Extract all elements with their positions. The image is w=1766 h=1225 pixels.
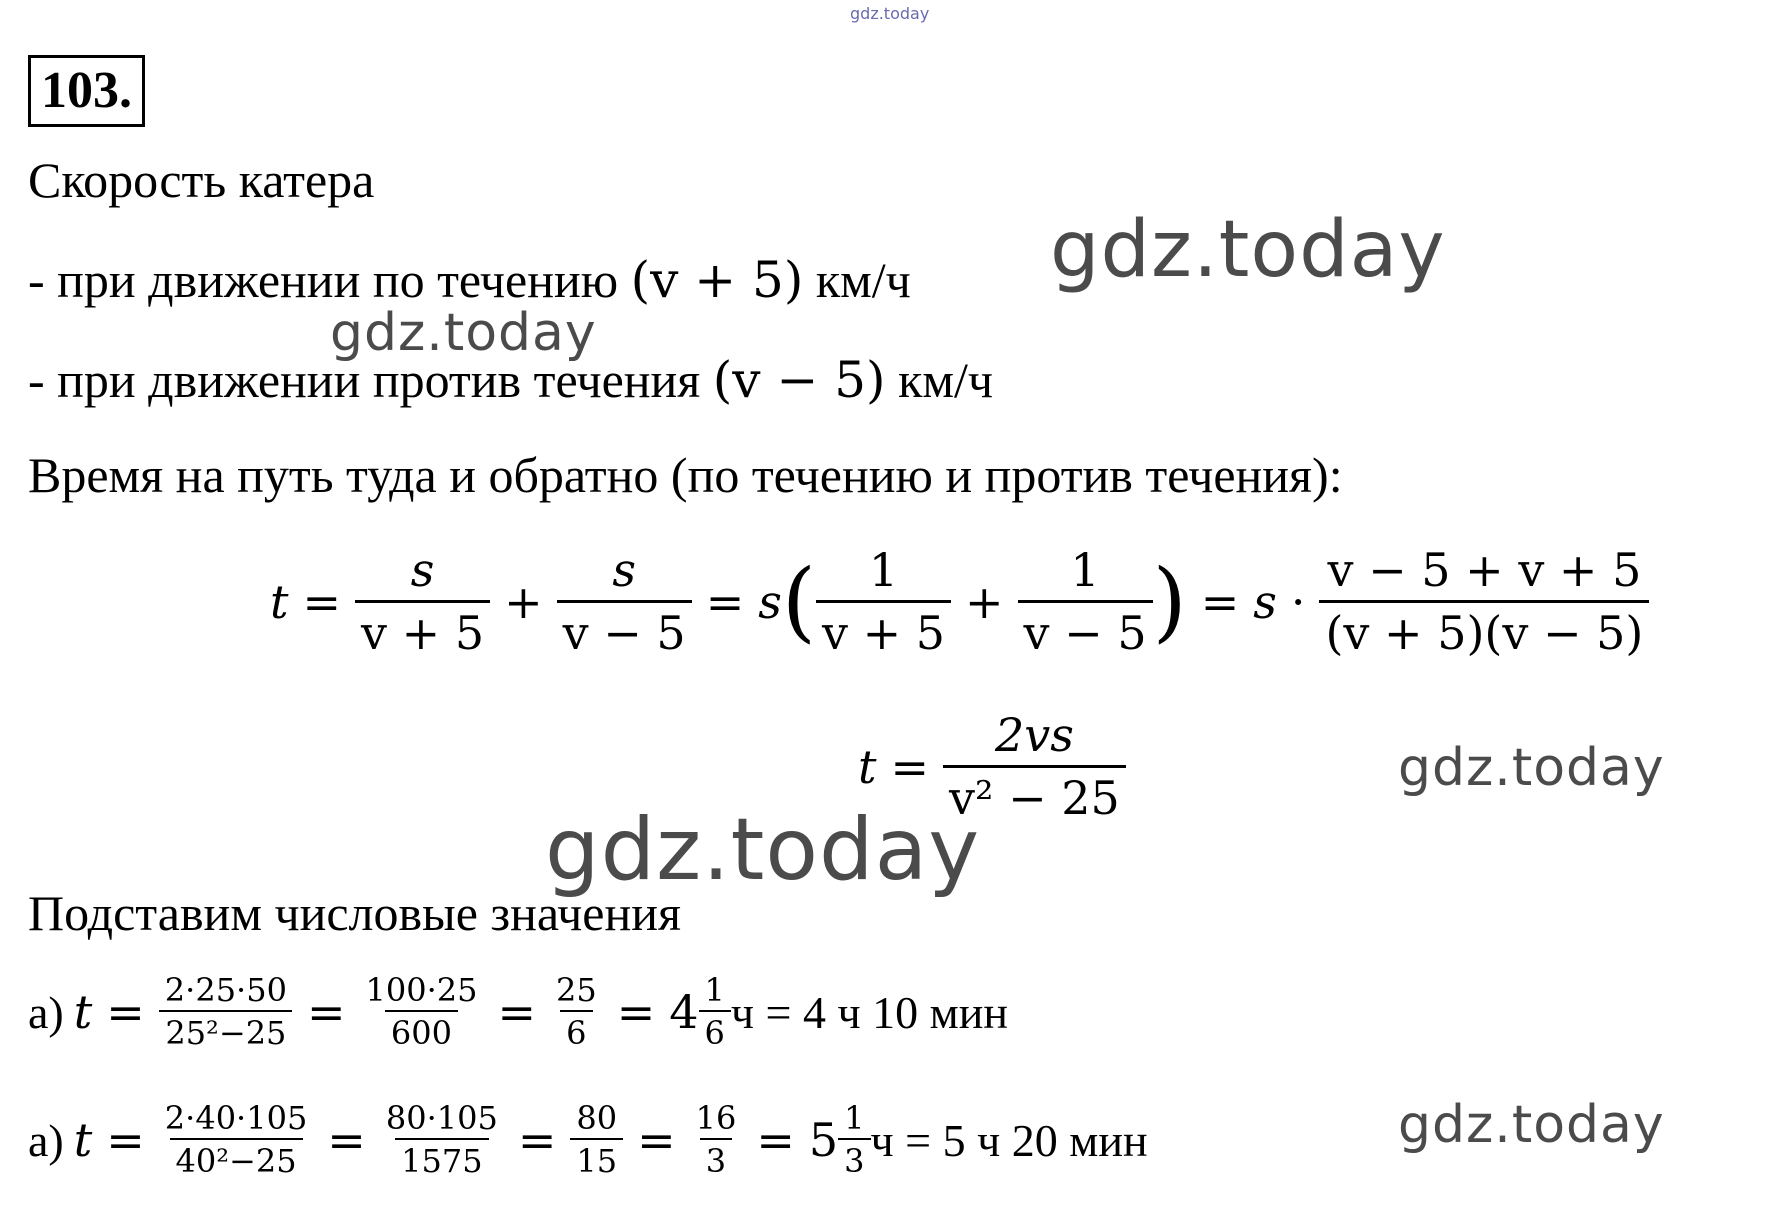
b-frac-2-den: 1575 [395, 1138, 488, 1182]
b-frac-1-num: 2·40·105 [164, 1099, 308, 1137]
eq1-s-factor-2: s [1253, 574, 1277, 629]
watermark-top: gdz.today [850, 4, 930, 23]
a-mixed-den: 6 [699, 1010, 731, 1054]
a-frac-1-num: 2·25·50 [164, 971, 287, 1009]
watermark-2: gdz.today [330, 303, 597, 363]
a-eq-2: = [306, 985, 346, 1039]
eq1-left-paren: ( [781, 549, 816, 652]
eq1-frac-4-den: v − 5 [1018, 600, 1153, 663]
substitute-heading: Подставим числовые значения [28, 885, 681, 941]
eq1-frac-1-den: v + 5 [355, 600, 490, 663]
solution-b [28, 1098, 1148, 1182]
eq1-frac-5-num: v − 5 + v + 5 [1327, 543, 1642, 597]
downstream-line [28, 251, 911, 309]
eq1-s-factor: s [758, 574, 782, 629]
b-frac-4-den: 3 [700, 1138, 732, 1182]
b-frac-2 [380, 1098, 504, 1182]
task-number: 103. [28, 55, 145, 127]
eq1-eq-1: = [302, 574, 342, 629]
eq1-frac-3 [816, 540, 951, 663]
b-eq-2: = [327, 1113, 366, 1167]
eq1-frac-4-num: 1 [1070, 543, 1100, 597]
eq1-eq-3: = [1200, 574, 1240, 629]
eq1-frac-3-num: 1 [868, 543, 899, 597]
eq1-frac-4 [1018, 540, 1153, 663]
downstream-unit: км/ч [815, 252, 911, 308]
a-eq-3: = [497, 985, 536, 1039]
time-heading: Время на путь туда и обратно (по течению и против течения): [28, 447, 1343, 503]
a-frac-3 [550, 970, 603, 1054]
b-mixed-num: 1 [844, 1099, 865, 1137]
a-frac-2 [359, 970, 483, 1054]
upstream-prefix: - при движении против течения [28, 352, 713, 408]
a-mixed-frac [699, 970, 731, 1054]
eq1-dot: · [1290, 574, 1306, 629]
b-eq-4: = [637, 1113, 676, 1167]
eq1-eq-2: = [705, 574, 745, 629]
watermark-3: gdz.today [1398, 738, 1665, 798]
watermark-large-1: gdz.today [1050, 205, 1446, 295]
a-t: t [73, 985, 93, 1039]
a-label: а) [28, 986, 64, 1038]
eq2-frac [943, 705, 1126, 828]
b-frac-1 [159, 1098, 314, 1182]
eq1-right-paren: ) [1152, 549, 1187, 652]
b-frac-3-den: 15 [570, 1138, 623, 1182]
eq1-plus-1: + [504, 574, 543, 629]
eq1-t: t [270, 574, 289, 629]
watermark-4: gdz.today [1398, 1095, 1665, 1155]
a-frac-2-num: 100·25 [365, 971, 478, 1009]
downstream-prefix: - при движении по течению [28, 252, 631, 308]
time-equation-2 [858, 705, 1126, 828]
eq1-frac-2 [557, 540, 692, 663]
speed-heading: Скорость катера [28, 152, 375, 208]
a-frac-3-num: 25 [556, 971, 597, 1009]
a-mixed-num: 1 [704, 971, 725, 1009]
eq1-frac-3-den: v + 5 [816, 600, 951, 663]
watermark-large-2: gdz.today [545, 800, 981, 900]
b-eq-3: = [517, 1113, 557, 1167]
upstream-line [28, 351, 994, 409]
b-whole: 5 [808, 1113, 839, 1167]
b-mixed-den: 3 [838, 1138, 870, 1182]
a-frac-1 [159, 970, 293, 1054]
b-mixed-frac [838, 1098, 870, 1182]
upstream-unit: км/ч [898, 352, 994, 408]
solution-a [28, 970, 1008, 1054]
b-eq-5: = [756, 1113, 795, 1167]
eq1-frac-1-num: s [410, 543, 435, 597]
b-frac-1-den: 40²−25 [170, 1138, 303, 1182]
a-frac-1-den: 25²−25 [159, 1010, 292, 1054]
a-eq-4: = [616, 985, 656, 1039]
eq1-frac-5-den: (v + 5)(v − 5) [1319, 600, 1649, 663]
b-frac-4 [690, 1098, 743, 1182]
b-frac-3-num: 80 [576, 1099, 618, 1137]
b-frac-3 [570, 1098, 623, 1182]
b-tail: ч = 5 ч 20 мин [870, 1114, 1148, 1166]
upstream-expr: (v − 5) [712, 351, 886, 409]
b-frac-4-num: 16 [695, 1099, 737, 1137]
downstream-expr: (v + 5) [630, 251, 804, 309]
b-label: а) [28, 1114, 64, 1166]
eq2-eq: = [890, 739, 930, 794]
eq1-frac-1 [355, 540, 490, 663]
eq1-plus-2: + [965, 574, 1004, 629]
a-eq-1: = [106, 985, 145, 1039]
a-whole: 4 [669, 985, 699, 1039]
eq2-t: t [858, 739, 877, 794]
a-frac-2-den: 600 [385, 1010, 458, 1054]
eq1-frac-2-den: v − 5 [557, 600, 692, 663]
eq2-frac-num: 2vs [994, 708, 1074, 762]
b-t: t [73, 1113, 93, 1167]
b-eq-1: = [106, 1113, 145, 1167]
time-equation-1 [270, 540, 1649, 663]
b-frac-2-num: 80·105 [385, 1099, 498, 1137]
eq1-frac-2-num: s [612, 543, 636, 597]
a-frac-3-den: 6 [560, 1010, 592, 1054]
eq1-frac-5 [1319, 540, 1649, 663]
a-tail: ч = 4 ч 10 мин [730, 986, 1008, 1038]
eq2-frac-den: v² − 25 [943, 765, 1126, 828]
